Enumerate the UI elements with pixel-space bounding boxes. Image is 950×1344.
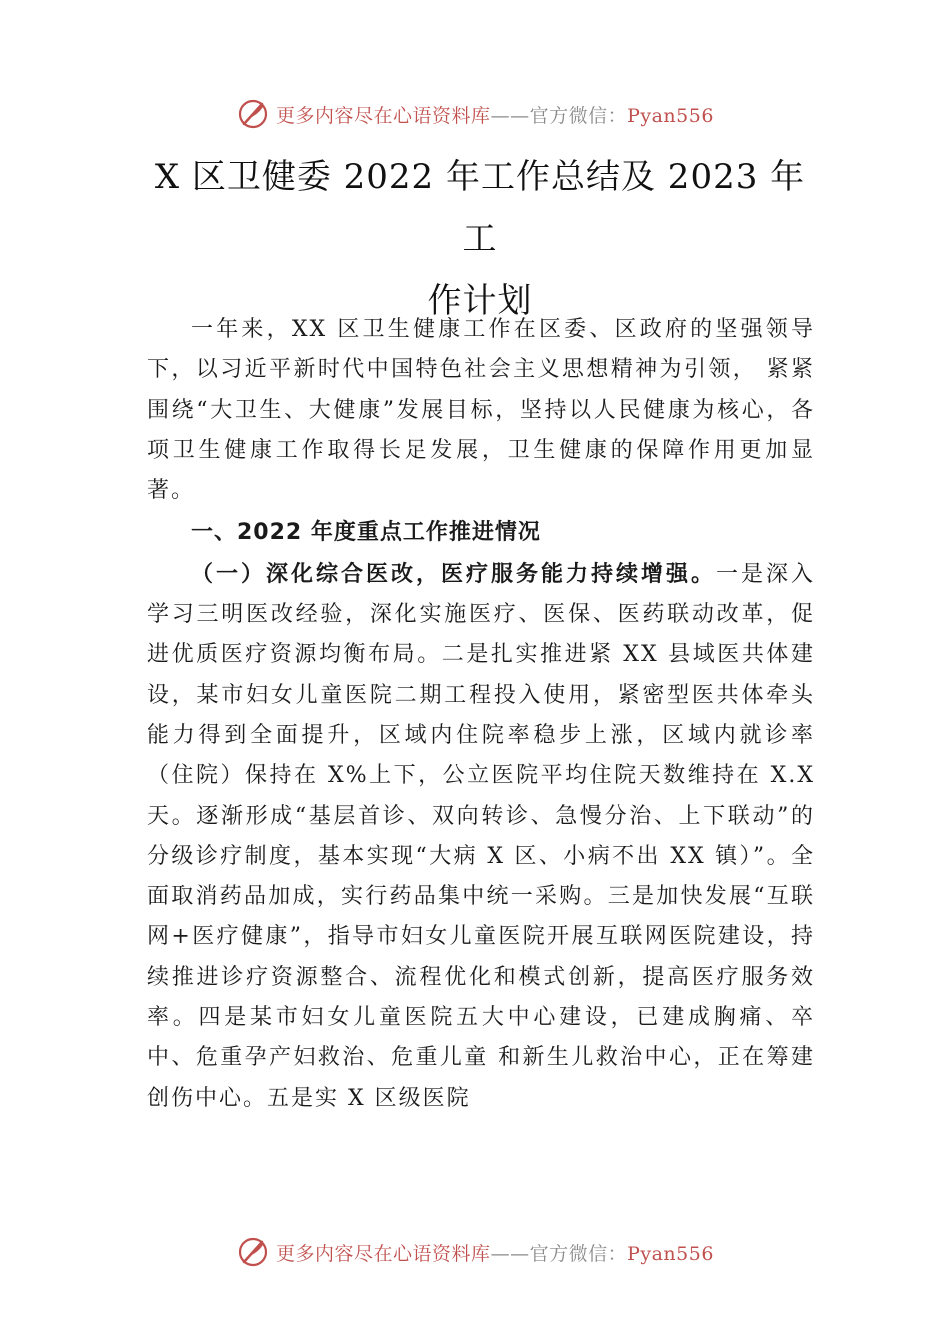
section-heading-1: 一、2022 年度重点工作推进情况 (191, 520, 541, 546)
subsection-paragraph-1 (147, 554, 815, 1119)
subsection-body: 一是深入学习三明医改经验，深化实施医疗、医保、医药联动改革，促进优质医疗资源均衡布局。二是扎实推进紧 XX 县域医共体建设，某市妇女儿童医院二期工程投入使用，紧密型医共体牵头能力得到全面提升，区域内住院率稳步上涨，区域内就诊率（住院）保持在 X%上下，公立医院平均住院天数维持在 X.X 天。逐渐形成“基层首诊、双向转诊、急慢分治、上下联动”的分级诊疗制度，基本实现“大病 X 区、小病不出 XX 镇）”。全面取消药品加成，实行药品集中统一采购。三是加快发展“互联网+医疗健康”，指导市妇女儿童医院开展互联网医院建设，持续推进诊疗资源整合、流程优化和模式创新，提高医疗服务效率。四是某市妇女儿童医院五大中心建设，已建成胸痛、卒中、危重孕产妇救治、危重儿童 和新生儿救治中心，正在筹建创伤中心。五是实 X 区级医院 (147, 561, 815, 1111)
document-title (150, 146, 810, 332)
watermark-header (0, 94, 950, 134)
watermark-footer (0, 1232, 950, 1272)
intro-paragraph: 一年来，XX 区卫生健康工作在区委、区政府的坚强领导下，以习近平新时代中国特色社会主义思想精神为引领， 紧紧围绕“大卫生、大健康”发展目标，坚持以人民健康为核心，各项卫生健康工作取得长足发展，卫生健康的保障作用更加显著。 (147, 317, 815, 504)
watermark-text: 更多内容尽在心语资料库——官方微信：Pyan556 (276, 104, 714, 127)
watermark-text: 更多内容尽在心语资料库——官方微信：Pyan556 (276, 1242, 714, 1265)
feather-logo-icon (236, 97, 270, 131)
title-line-1: X 区卫健委 2022 年工作总结及 2023 年工 (154, 157, 806, 259)
document-body (147, 310, 815, 1119)
subsection-lead: （一）深化综合医改，医疗服务能力持续增强。 (191, 560, 716, 587)
title-line-2: 作计划 (427, 281, 533, 321)
feather-logo-icon (236, 1235, 270, 1269)
